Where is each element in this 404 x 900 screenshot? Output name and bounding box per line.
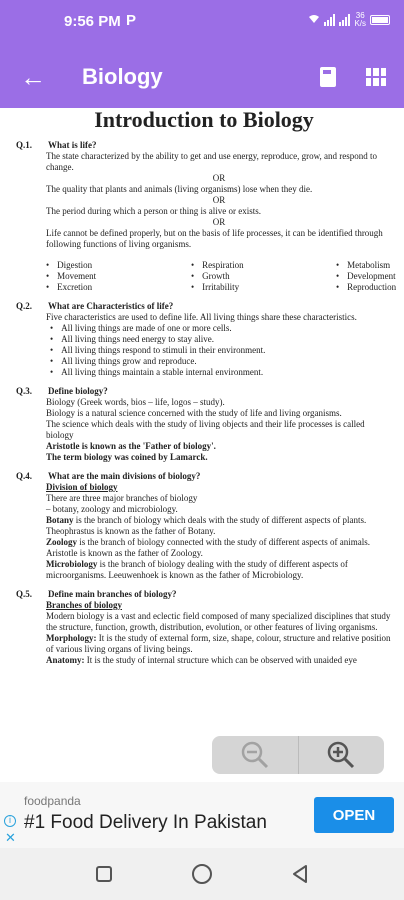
q2-number: Q.2. (16, 301, 33, 311)
document-page (0, 108, 404, 736)
anatomy-term: Anatomy: (46, 655, 85, 665)
zoom-in-button[interactable] (299, 736, 385, 774)
ad-source: foodpanda (24, 794, 81, 808)
function-item: • Movement (46, 271, 191, 282)
q1-or-3: OR (212, 217, 226, 227)
q4-heading: Division of biology (46, 482, 118, 492)
q3-line-4: Aristotle is known as the 'Father of biology'. (46, 441, 216, 451)
function-item: • Reproduction (336, 282, 396, 293)
q4-intro: There are three major branches of biology (46, 493, 198, 503)
back-arrow-icon[interactable]: ← (20, 62, 46, 92)
status-right (308, 12, 390, 28)
q4-question: What are the main divisions of biology? (48, 471, 201, 481)
ad-open-button[interactable]: OPEN (314, 797, 394, 833)
q1-answer-3: The period during which a person or thing is alive or exists. (46, 206, 261, 216)
function-item: • Growth (191, 271, 336, 282)
q4-number: Q.4. (16, 471, 33, 481)
back-button-icon[interactable] (290, 864, 310, 889)
app-notification-icon: P (126, 12, 137, 29)
q2-intro: Five characteristics are used to define life. All living things share these characteristics. (46, 312, 357, 322)
recents-button-icon[interactable] (96, 866, 112, 882)
anatomy-text: It is the study of internal structure which can be observed with unaided eye (84, 655, 357, 665)
q1-number: Q.1. (16, 140, 33, 150)
q1-answer-4: Life cannot be defined properly, but on the basis of life processes, it can be identified through following functions of living organisms. (46, 228, 383, 249)
function-item: • Development (336, 271, 396, 282)
q4-dash: – botany, zoology and microbiology. (46, 504, 178, 514)
question-5 (16, 589, 392, 666)
zoom-in-icon (326, 740, 356, 770)
q2-item: • All living things are made of one or more cells. (46, 323, 392, 334)
question-2 (16, 301, 392, 378)
ad-title[interactable]: #1 Food Delivery In Pakistan (24, 812, 267, 833)
function-item: • Irritability (191, 282, 336, 293)
app-header (0, 0, 404, 108)
system-nav-bar (0, 848, 404, 900)
q3-line-3: The science which deals with the study of living objects and their life processes is called biology (46, 419, 365, 440)
q1-or-2: OR (212, 195, 226, 205)
zoom-out-icon (240, 740, 270, 770)
q3-question: Define biology? (48, 386, 108, 396)
page-title: Biology (82, 64, 163, 89)
ad-info-icon[interactable]: i (4, 815, 16, 827)
q1-answer-2: The quality that plants and animals (living organisms) lose when they die. (46, 184, 313, 194)
status-time: 9:56 PM (64, 13, 121, 30)
ad-close-icon[interactable]: ✕ (5, 830, 16, 845)
battery-icon (370, 15, 390, 25)
q5-heading: Branches of biology (46, 600, 123, 610)
q5-number: Q.5. (16, 589, 33, 599)
question-4 (16, 471, 392, 581)
microbiology-text: is the branch of biology dealing with the study of different aspects of microorganisms. Leeuwenhoek is known as the father of Microbiology. (46, 559, 348, 580)
question-1 (16, 140, 397, 293)
function-item: • Metabolism (336, 260, 396, 271)
q5-question: Define main branches of biology? (48, 589, 177, 599)
q2-item: • All living things respond to stimuli in their environment. (46, 345, 392, 356)
q2-item: • All living things grow and reproduce. (46, 356, 392, 367)
q3-number: Q.3. (16, 386, 33, 396)
zoology-text: is the branch of biology connected with the study of different aspects of animals. Aristotle is known as the father of Zoology. (46, 537, 371, 558)
morphology-text: It is the study of external form, size, shape, colour, structure and relative position of various living organs of living beings. (46, 633, 391, 654)
botany-text: is the branch of biology which deals with the study of different aspects of plants. Theophrastus is known as the father of Botany. (46, 515, 367, 536)
wifi-icon (308, 14, 320, 27)
functions-list (46, 260, 397, 293)
function-item: • Respiration (191, 260, 336, 271)
app-bar (0, 54, 404, 102)
network-speed (354, 12, 366, 28)
signal-2-icon (339, 14, 350, 26)
q1-answer-1: The state characterized by the ability to get and use energy, reproduce, grow, and respond to change. (46, 151, 378, 172)
book-icon[interactable] (320, 67, 336, 87)
question-3 (16, 386, 392, 463)
network-speed-value: 36 (355, 11, 365, 20)
q1-or-1: OR (212, 173, 226, 183)
q2-item: • All living things maintain a stable internal environment. (46, 367, 392, 378)
q2-question: What are Characteristics of life? (48, 301, 174, 311)
home-button-icon[interactable] (192, 864, 212, 884)
q3-line-5: The term biology was coined by Lamarck. (46, 452, 208, 462)
zoom-control (212, 736, 384, 774)
q1-question: What is life? (48, 140, 97, 150)
microbiology-term: Microbiology (46, 559, 98, 569)
function-item: • Digestion (46, 260, 191, 271)
document-title: Introduction to Biology (94, 108, 314, 132)
zoom-out-button[interactable] (212, 736, 298, 774)
function-item: • Excretion (46, 282, 191, 293)
status-bar (0, 0, 404, 46)
zoology-term: Zoology (46, 537, 78, 547)
botany-term: Botany (46, 515, 74, 525)
ad-banner[interactable] (0, 782, 404, 848)
q3-line-2: Biology is a natural science concerned with the study of life and living organisms. (46, 408, 342, 418)
q3-line-1: Biology (Greek words, bios – life, logos – study). (46, 397, 225, 407)
q5-intro: Modern biology is a vast and eclectic field composed of many specialized disciplines that study the structure, function, growth, distribution, evolution, or other features of living organisms. (46, 611, 391, 632)
q2-item: • All living things need energy to stay alive. (46, 334, 392, 345)
morphology-term: Morphology: (46, 633, 97, 643)
signal-icon (324, 14, 335, 26)
network-speed-unit: K/s (354, 19, 366, 28)
grid-icon[interactable] (366, 68, 386, 86)
